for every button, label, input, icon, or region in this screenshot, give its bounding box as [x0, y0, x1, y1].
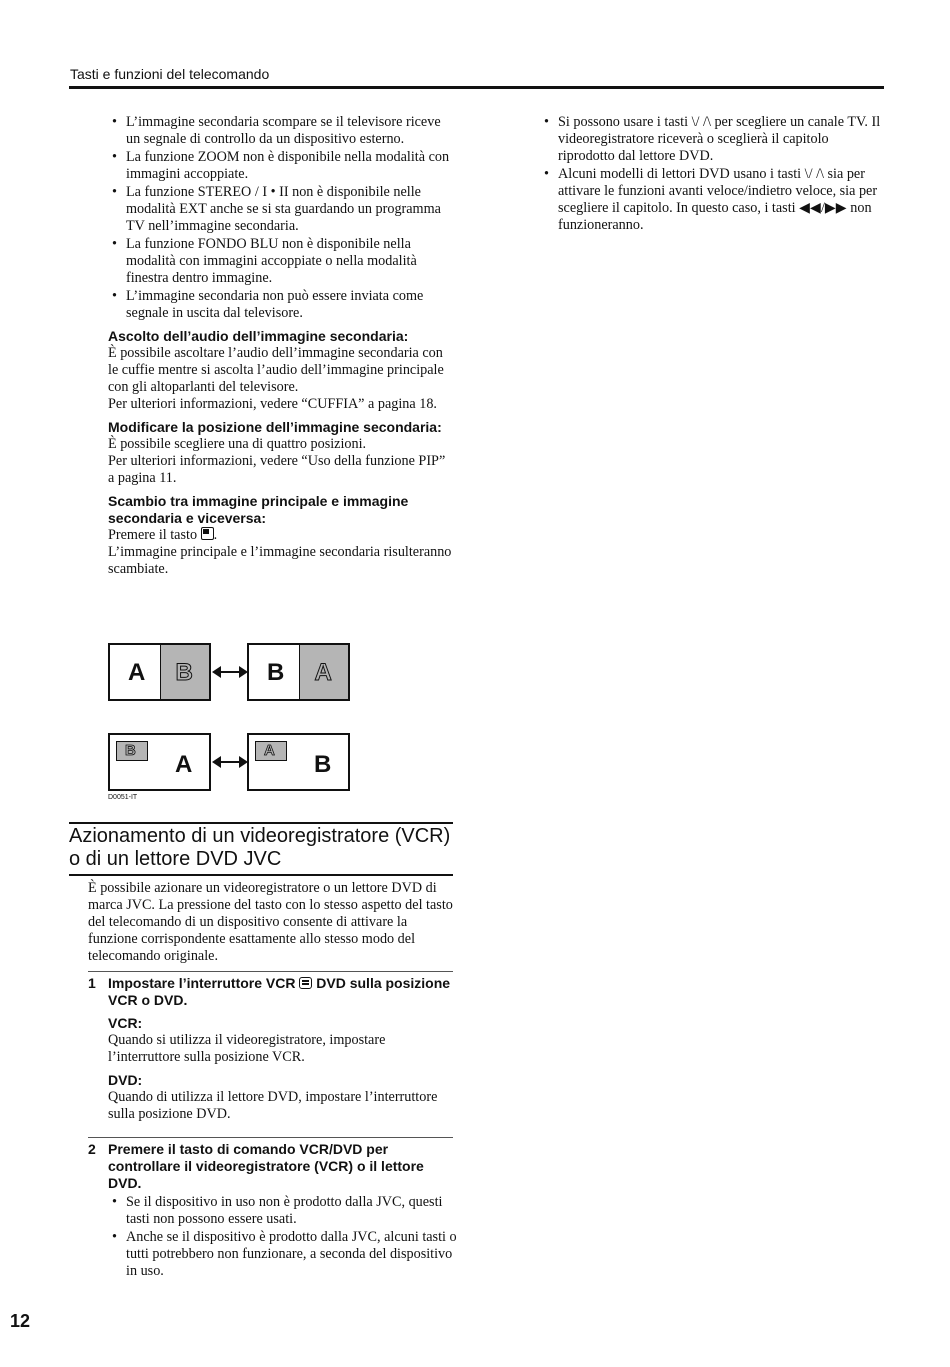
position-heading: Modificare la posizione dell’immagine secondaria:: [108, 419, 442, 435]
vcr-dvd-notes-list: [540, 114, 885, 234]
main-picture-letter: A: [128, 659, 146, 686]
swap-instruction-end: .: [213, 527, 218, 543]
step-2-title: [88, 1141, 458, 1192]
swap-result: L’immagine principale e l’immagine secondaria risulteranno scambiate.: [108, 544, 452, 577]
split-screen-a-b: [108, 643, 211, 701]
step-number: 2: [88, 1141, 96, 1157]
vcr-label: VCR:: [108, 1015, 143, 1031]
pip-screen-b-a: [247, 733, 350, 791]
swap-instruction-text: Premere il tasto: [108, 527, 198, 543]
step-2: [88, 1141, 458, 1281]
pip-window-letter: B: [125, 742, 136, 759]
dvd-text: Quando di utilizza il lettore DVD, impostare l’interruttore sulla posizione DVD.: [108, 1089, 438, 1122]
right-column: [540, 114, 885, 235]
main-picture-letter: B: [314, 751, 332, 778]
position-reference: Per ulteriori informazioni, vedere “Uso della funzione PIP” a pagina 11.: [108, 453, 446, 486]
pip-screen-a-b: [108, 733, 211, 791]
step-1-title: [88, 975, 458, 1009]
pip-notes-list: [108, 114, 455, 322]
list-item: • Se il dispositivo in uso non è prodotto dalla JVC, questi tasti non possono essere usati.: [108, 1194, 458, 1228]
page-number: 12: [10, 1311, 31, 1331]
step-1-title-end: DVD sulla posizione VCR o DVD.: [108, 975, 451, 1008]
swap-button-icon: [201, 527, 214, 540]
step-divider: [88, 971, 453, 972]
section-rule-top: [69, 822, 453, 824]
audio-text: È possibile ascoltare l’audio dell’immagine secondaria con le cuffie mentre si ascolta l’audio dell’immagine principale con gli altoparlanti del televisore.: [108, 345, 444, 395]
sub-picture-letter: B: [175, 659, 193, 686]
dvd-label: DVD:: [108, 1072, 143, 1088]
step-divider: [88, 1137, 453, 1138]
left-column: [70, 114, 455, 578]
audio-reference: Per ulteriori informazioni, vedere “CUFFIA” a pagina 18.: [108, 396, 437, 412]
double-arrow-icon: [214, 671, 246, 673]
pip-window-letter: A: [264, 742, 275, 759]
audio-subsection: [108, 328, 455, 413]
main-picture-letter: A: [175, 751, 193, 778]
diagram-code: D0051-IT: [108, 794, 138, 801]
sub-picture-area: [299, 645, 349, 699]
vcr-text: Quando si utilizza il videoregistratore, impostare l’interruttore sulla posizione VCR.: [108, 1032, 386, 1065]
pip-window: [116, 741, 148, 761]
section-title: Azionamento di un videoregistratore (VCR) o di un lettore DVD JVC: [69, 825, 451, 870]
list-item: • Si possono usare i tasti \/ /\ per scegliere un canale TV. Il videoregistratore riceverà o sceglierà il capitolo riprodotto dal lettore DVD.: [540, 114, 885, 165]
main-picture-letter: B: [267, 659, 285, 686]
list-item: • Alcuni modelli di lettori DVD usano i tasti \/ /\ sia per attivare le funzioni avanti veloce/indietro veloce, sia per scegliere il capitolo. In questo caso, i tasti ◀◀/▶▶ non funzioneranno.: [540, 166, 885, 234]
step-1-body: [88, 1015, 458, 1123]
sub-picture-area: [160, 645, 210, 699]
list-item: • La funzione FONDO BLU non è disponibile nella modalità con immagini accoppiate o nella modalità finestra dentro immagine.: [108, 236, 455, 287]
list-item: • L’immagine secondaria scompare se il televisore riceve un segnale di controllo da un dispositivo esterno.: [108, 114, 455, 148]
step-2-title-text: Premere il tasto di comando VCR/DVD per controllare il videoregistratore (VCR) o il lettore DVD.: [108, 1141, 424, 1191]
position-subsection: [108, 419, 455, 487]
step-2-body: [88, 1194, 458, 1280]
list-item: • L’immagine secondaria non può essere inviata come segnale in uscita dal televisore.: [108, 288, 455, 322]
swap-heading: Scambio tra immagine principale e immagine secondaria e viceversa:: [108, 493, 409, 526]
pip-window: [255, 741, 287, 761]
sub-picture-letter: A: [314, 659, 332, 686]
swap-subsection: [108, 493, 455, 578]
double-arrow-icon: [214, 761, 246, 763]
list-item: • Anche se il dispositivo è prodotto dalla JVC, alcuni tasti o tutti potrebbero non funzionare, a seconda del dispositivo in uso.: [108, 1229, 458, 1280]
switch-icon: [299, 977, 312, 989]
split-screen-b-a: [247, 643, 350, 701]
list-item: • La funzione ZOOM non è disponibile nella modalità con immagini accoppiate.: [108, 149, 455, 183]
step-number: 1: [88, 975, 96, 991]
position-text: È possibile scegliere una di quattro posizioni.: [108, 436, 367, 452]
audio-heading: Ascolto dell’audio dell’immagine secondaria:: [108, 328, 409, 344]
swap-instruction: [108, 527, 455, 544]
section-rule-bottom: [69, 874, 453, 876]
list-item: • La funzione STEREO / I • II non è disponibile nelle modalità EXT anche se si sta guardando un programma TV nell’immagine secondaria.: [108, 184, 455, 235]
step-2-notes: [108, 1194, 458, 1280]
step-1-title-start: Impostare l’interruttore VCR: [108, 975, 296, 991]
header-divider: [69, 86, 884, 89]
section-intro: È possibile azionare un videoregistratore o un lettore DVD di marca JVC. La pressione del tasto con lo stesso aspetto del tasto del telecomando di un dispositivo consente di attivare la funzione corrispondente esattamente allo stesso modo del telecomando originale.: [88, 880, 453, 964]
step-1: [88, 975, 458, 1123]
running-header: Tasti e funzioni del telecomando: [70, 66, 270, 82]
